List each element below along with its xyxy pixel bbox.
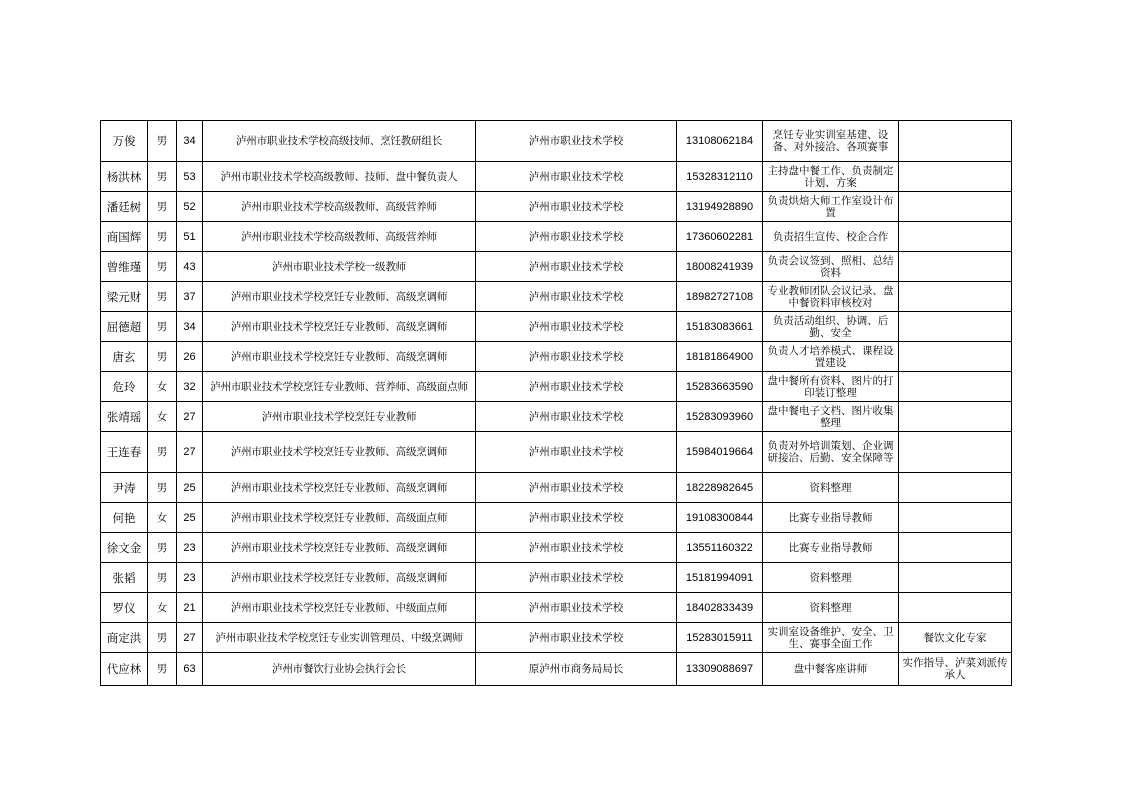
phone-cell: 13108062184 bbox=[677, 121, 763, 162]
age-cell: 37 bbox=[177, 282, 203, 312]
name-cell: 罗仪 bbox=[101, 593, 148, 623]
extra-cell: 实作指导、泸菜刘派传承人 bbox=[899, 653, 1012, 686]
title-cell: 泸州市职业技术学校烹饪专业教师、中级面点师 bbox=[203, 593, 476, 623]
table-row bbox=[101, 653, 1012, 686]
extra-cell bbox=[899, 402, 1012, 432]
table-row bbox=[101, 372, 1012, 402]
extra-cell bbox=[899, 121, 1012, 162]
table-row bbox=[101, 121, 1012, 162]
phone-cell: 15181994091 bbox=[677, 563, 763, 593]
age-cell: 34 bbox=[177, 121, 203, 162]
gender-cell: 男 bbox=[148, 162, 177, 192]
unit-cell: 泸州市职业技术学校 bbox=[476, 563, 677, 593]
title-cell: 泸州市职业技术学校烹饪专业教师、高级烹调师 bbox=[203, 473, 476, 503]
unit-cell: 泸州市职业技术学校 bbox=[476, 282, 677, 312]
name-cell: 唐玄 bbox=[101, 342, 148, 372]
name-cell: 潘廷树 bbox=[101, 192, 148, 222]
phone-cell: 13551160322 bbox=[677, 533, 763, 563]
gender-cell: 男 bbox=[148, 653, 177, 686]
gender-cell: 男 bbox=[148, 623, 177, 653]
extra-cell bbox=[899, 432, 1012, 473]
age-cell: 34 bbox=[177, 312, 203, 342]
unit-cell: 泸州市职业技术学校 bbox=[476, 473, 677, 503]
table-row bbox=[101, 593, 1012, 623]
phone-cell: 13309088697 bbox=[677, 653, 763, 686]
title-cell: 泸州市职业技术学校烹饪专业教师、高级面点师 bbox=[203, 503, 476, 533]
table-row bbox=[101, 563, 1012, 593]
title-cell: 泸州市职业技术学校一级教师 bbox=[203, 252, 476, 282]
name-cell: 代应林 bbox=[101, 653, 148, 686]
age-cell: 26 bbox=[177, 342, 203, 372]
duty-cell: 比赛专业指导教师 bbox=[763, 533, 899, 563]
extra-cell bbox=[899, 252, 1012, 282]
title-cell: 泸州市职业技术学校烹饪专业教师、高级烹调师 bbox=[203, 432, 476, 473]
age-cell: 25 bbox=[177, 473, 203, 503]
age-cell: 27 bbox=[177, 402, 203, 432]
phone-cell: 15328312110 bbox=[677, 162, 763, 192]
unit-cell: 泸州市职业技术学校 bbox=[476, 222, 677, 252]
title-cell: 泸州市职业技术学校烹饪专业实训管理员、中级烹调师 bbox=[203, 623, 476, 653]
table-row bbox=[101, 533, 1012, 563]
age-cell: 21 bbox=[177, 593, 203, 623]
duty-cell: 资料整理 bbox=[763, 563, 899, 593]
extra-cell bbox=[899, 312, 1012, 342]
title-cell: 泸州市职业技术学校高级教师、技师、盘中餐负责人 bbox=[203, 162, 476, 192]
name-cell: 杨洪林 bbox=[101, 162, 148, 192]
name-cell: 张靖瑶 bbox=[101, 402, 148, 432]
table-row bbox=[101, 162, 1012, 192]
gender-cell: 男 bbox=[148, 473, 177, 503]
age-cell: 23 bbox=[177, 533, 203, 563]
duty-cell: 负责烘焙大师工作室设计布置 bbox=[763, 192, 899, 222]
title-cell: 泸州市职业技术学校烹饪专业教师、营养师、高级面点师 bbox=[203, 372, 476, 402]
name-cell: 何艳 bbox=[101, 503, 148, 533]
phone-cell: 15283093960 bbox=[677, 402, 763, 432]
unit-cell: 泸州市职业技术学校 bbox=[476, 121, 677, 162]
phone-cell: 15984019664 bbox=[677, 432, 763, 473]
staff-table bbox=[100, 120, 1012, 686]
unit-cell: 泸州市职业技术学校 bbox=[476, 342, 677, 372]
phone-cell: 18402833439 bbox=[677, 593, 763, 623]
gender-cell: 男 bbox=[148, 432, 177, 473]
phone-cell: 13194928890 bbox=[677, 192, 763, 222]
gender-cell: 男 bbox=[148, 192, 177, 222]
age-cell: 27 bbox=[177, 432, 203, 473]
extra-cell bbox=[899, 473, 1012, 503]
gender-cell: 男 bbox=[148, 342, 177, 372]
duty-cell: 盘中餐客座讲师 bbox=[763, 653, 899, 686]
duty-cell: 负责招生宣传、校企合作 bbox=[763, 222, 899, 252]
unit-cell: 泸州市职业技术学校 bbox=[476, 312, 677, 342]
gender-cell: 男 bbox=[148, 312, 177, 342]
duty-cell: 烹饪专业实训室基建、设备、对外接洽、各项赛事 bbox=[763, 121, 899, 162]
name-cell: 尹涛 bbox=[101, 473, 148, 503]
gender-cell: 女 bbox=[148, 503, 177, 533]
title-cell: 泸州市餐饮行业协会执行会长 bbox=[203, 653, 476, 686]
gender-cell: 女 bbox=[148, 593, 177, 623]
extra-cell bbox=[899, 162, 1012, 192]
table-row bbox=[101, 623, 1012, 653]
extra-cell bbox=[899, 533, 1012, 563]
phone-cell: 17360602281 bbox=[677, 222, 763, 252]
phone-cell: 18228982645 bbox=[677, 473, 763, 503]
duty-cell: 资料整理 bbox=[763, 593, 899, 623]
phone-cell: 18008241939 bbox=[677, 252, 763, 282]
unit-cell: 泸州市职业技术学校 bbox=[476, 503, 677, 533]
gender-cell: 男 bbox=[148, 282, 177, 312]
unit-cell: 泸州市职业技术学校 bbox=[476, 623, 677, 653]
duty-cell: 盘中餐所有资料、图片的打印装订整理 bbox=[763, 372, 899, 402]
unit-cell: 泸州市职业技术学校 bbox=[476, 372, 677, 402]
duty-cell: 负责人才培养模式、课程设置建设 bbox=[763, 342, 899, 372]
title-cell: 泸州市职业技术学校高级技师、烹饪教研组长 bbox=[203, 121, 476, 162]
title-cell: 泸州市职业技术学校高级教师、高级营养师 bbox=[203, 222, 476, 252]
table-row bbox=[101, 473, 1012, 503]
unit-cell: 泸州市职业技术学校 bbox=[476, 192, 677, 222]
unit-cell: 泸州市职业技术学校 bbox=[476, 252, 677, 282]
duty-cell: 负责活动组织、协调、后勤、安全 bbox=[763, 312, 899, 342]
phone-cell: 19108300844 bbox=[677, 503, 763, 533]
title-cell: 泸州市职业技术学校烹饪专业教师、高级烹调师 bbox=[203, 533, 476, 563]
duty-cell: 负责对外培训策划、企业调研接洽、后勤、安全保障等 bbox=[763, 432, 899, 473]
duty-cell: 盘中餐电子文档、图片收集整理 bbox=[763, 402, 899, 432]
table-row bbox=[101, 312, 1012, 342]
phone-cell: 15183083661 bbox=[677, 312, 763, 342]
table-row bbox=[101, 402, 1012, 432]
table-row bbox=[101, 503, 1012, 533]
name-cell: 危玲 bbox=[101, 372, 148, 402]
unit-cell: 原泸州市商务局局长 bbox=[476, 653, 677, 686]
age-cell: 52 bbox=[177, 192, 203, 222]
gender-cell: 男 bbox=[148, 252, 177, 282]
name-cell: 曾维瑾 bbox=[101, 252, 148, 282]
title-cell: 泸州市职业技术学校高级教师、高级营养师 bbox=[203, 192, 476, 222]
name-cell: 商定洪 bbox=[101, 623, 148, 653]
gender-cell: 男 bbox=[148, 563, 177, 593]
name-cell: 王连春 bbox=[101, 432, 148, 473]
gender-cell: 女 bbox=[148, 402, 177, 432]
extra-cell bbox=[899, 563, 1012, 593]
name-cell: 商国辉 bbox=[101, 222, 148, 252]
age-cell: 32 bbox=[177, 372, 203, 402]
name-cell: 张韬 bbox=[101, 563, 148, 593]
phone-cell: 18982727108 bbox=[677, 282, 763, 312]
age-cell: 51 bbox=[177, 222, 203, 252]
age-cell: 23 bbox=[177, 563, 203, 593]
age-cell: 27 bbox=[177, 623, 203, 653]
extra-cell bbox=[899, 222, 1012, 252]
unit-cell: 泸州市职业技术学校 bbox=[476, 162, 677, 192]
extra-cell bbox=[899, 282, 1012, 312]
gender-cell: 男 bbox=[148, 533, 177, 563]
extra-cell bbox=[899, 503, 1012, 533]
age-cell: 43 bbox=[177, 252, 203, 282]
age-cell: 63 bbox=[177, 653, 203, 686]
phone-cell: 15283015911 bbox=[677, 623, 763, 653]
extra-cell bbox=[899, 342, 1012, 372]
title-cell: 泸州市职业技术学校烹饪专业教师、高级烹调师 bbox=[203, 282, 476, 312]
unit-cell: 泸州市职业技术学校 bbox=[476, 533, 677, 563]
table-row bbox=[101, 222, 1012, 252]
gender-cell: 女 bbox=[148, 372, 177, 402]
duty-cell: 负责会议签到、照相、总结资料 bbox=[763, 252, 899, 282]
title-cell: 泸州市职业技术学校烹饪专业教师、高级烹调师 bbox=[203, 563, 476, 593]
title-cell: 泸州市职业技术学校烹饪专业教师、高级烹调师 bbox=[203, 312, 476, 342]
extra-cell: 餐饮文化专家 bbox=[899, 623, 1012, 653]
name-cell: 梁元财 bbox=[101, 282, 148, 312]
duty-cell: 比赛专业指导教师 bbox=[763, 503, 899, 533]
name-cell: 屈德超 bbox=[101, 312, 148, 342]
age-cell: 25 bbox=[177, 503, 203, 533]
table-row bbox=[101, 192, 1012, 222]
name-cell: 徐文金 bbox=[101, 533, 148, 563]
phone-cell: 18181864900 bbox=[677, 342, 763, 372]
extra-cell bbox=[899, 593, 1012, 623]
extra-cell bbox=[899, 372, 1012, 402]
title-cell: 泸州市职业技术学校烹饪专业教师 bbox=[203, 402, 476, 432]
gender-cell: 男 bbox=[148, 121, 177, 162]
duty-cell: 资料整理 bbox=[763, 473, 899, 503]
table-row bbox=[101, 282, 1012, 312]
duty-cell: 主持盘中餐工作、负责制定计划、方案 bbox=[763, 162, 899, 192]
extra-cell bbox=[899, 192, 1012, 222]
title-cell: 泸州市职业技术学校烹饪专业教师、高级烹调师 bbox=[203, 342, 476, 372]
unit-cell: 泸州市职业技术学校 bbox=[476, 432, 677, 473]
duty-cell: 实训室设备维护、安全、卫生、赛事全面工作 bbox=[763, 623, 899, 653]
age-cell: 53 bbox=[177, 162, 203, 192]
phone-cell: 15283663590 bbox=[677, 372, 763, 402]
unit-cell: 泸州市职业技术学校 bbox=[476, 402, 677, 432]
unit-cell: 泸州市职业技术学校 bbox=[476, 593, 677, 623]
gender-cell: 男 bbox=[148, 222, 177, 252]
duty-cell: 专业教师团队会议记录、盘中餐资料审核校对 bbox=[763, 282, 899, 312]
table-row bbox=[101, 252, 1012, 282]
name-cell: 万俊 bbox=[101, 121, 148, 162]
table-row bbox=[101, 432, 1012, 473]
table-row bbox=[101, 342, 1012, 372]
